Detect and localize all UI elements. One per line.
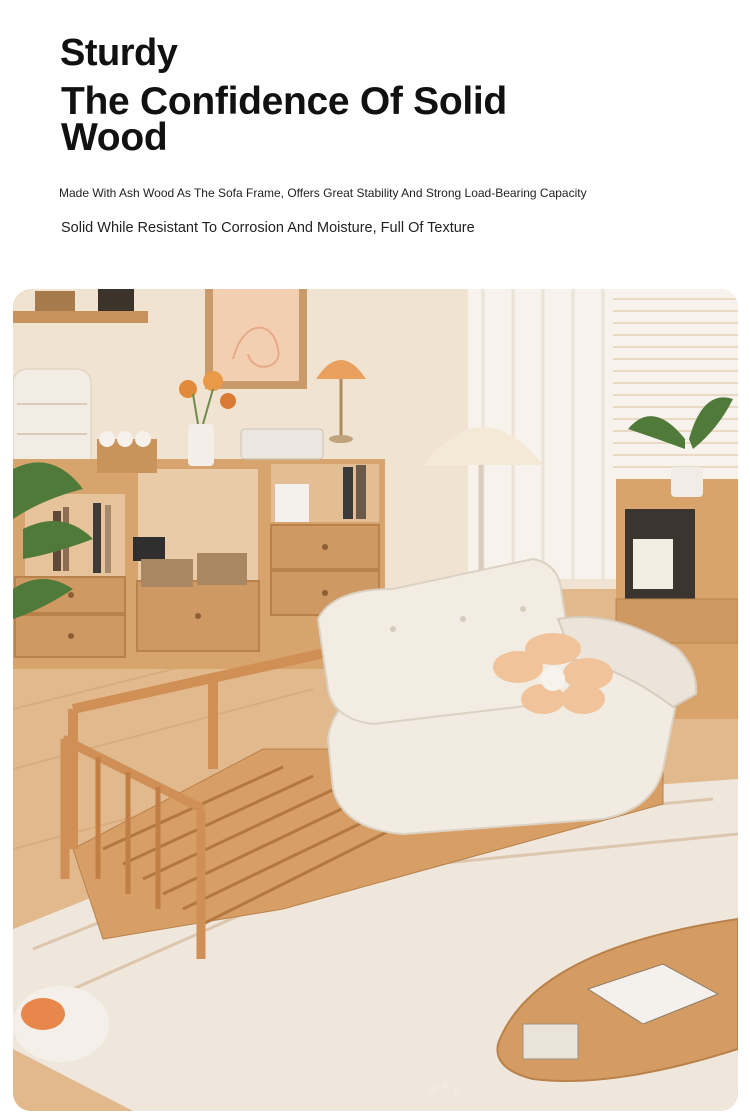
heading-line2: The Confidence Of Solid Wood [61,80,507,159]
storage-box [141,559,193,587]
table-lamp-base [329,435,353,443]
stereo [241,429,323,459]
wall-shelf [13,311,148,323]
magazine-holder [523,1024,578,1059]
header [0,0,750,290]
living-room-scene [13,289,738,1111]
product-photo [13,289,738,1111]
wall-art [213,289,299,381]
description-line2: Solid While Resistant To Corrosion And Moisture, Full Of Texture [61,220,475,236]
candles [99,431,151,447]
heading-line1: Sturdy [60,32,178,74]
storage-box-2 [197,553,247,585]
shelf-frames [35,291,75,311]
description-line1: Made With Ash Wood As The Sofa Frame, Offers Great Stability And Strong Load-Bearing Capacity [59,186,587,200]
photo-frame [275,484,309,522]
floor-flower-cushion [13,986,109,1062]
plant-pot [671,467,703,497]
radio [133,537,165,561]
vase [188,424,214,466]
framed-picture [633,539,673,589]
speaker [98,289,134,311]
